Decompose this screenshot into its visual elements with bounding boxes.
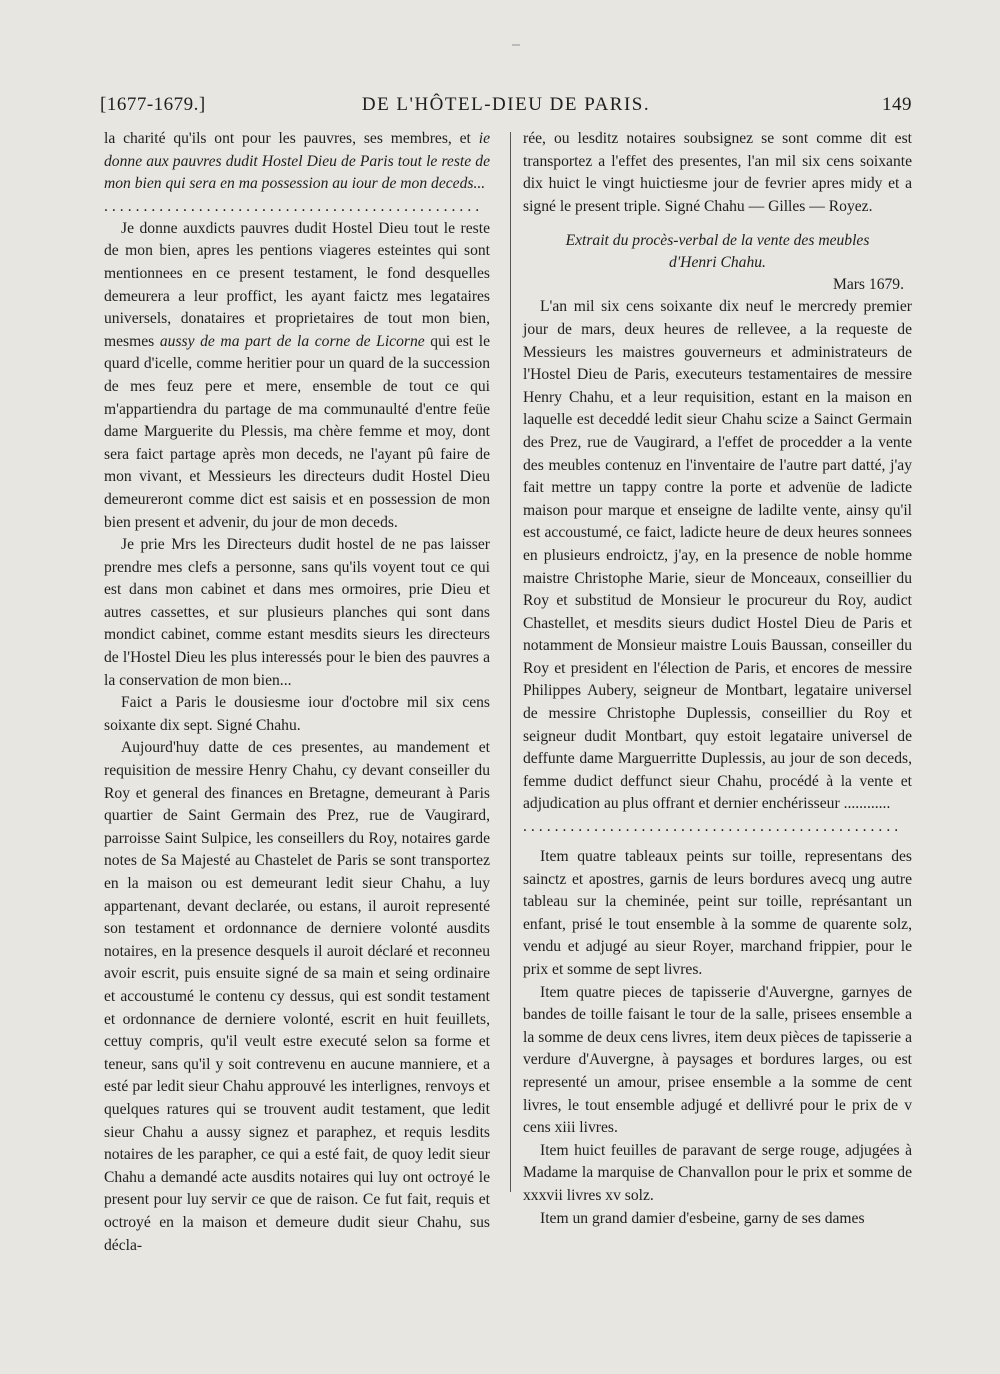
- ellipsis-line: ................................................: [104, 197, 484, 215]
- text-run: la charité qu'ils ont pour les pauvres, ses membres, et: [104, 130, 471, 147]
- text-run: qui est le quard d'icelle, comme heritier pour un quard de la succession de mes feuz pere et mere, ensemble de tout ce qui m'appartiendra du partage de ma communaulté d'entre feüe dame Marguerite du Plessis, ma chère femme et moy, dont sera faict partage après mon deceds, ne l'ayant pû faire de mon vivant, et Messieurs les directeurs dudit Hostel Dieu demeureront comme dict est saisis et en possession de mon bien present et advenir, du jour de mon deceds.: [104, 332, 490, 531]
- ellipsis-line: ................................................: [523, 818, 903, 836]
- page-blemish: [512, 44, 520, 46]
- text-run: Je donne auxdicts pauvres dudit Hostel Dieu tout le reste de mon bien, apres les pentions viageres esteintes qui sont mentionnees en ce present testament, le fond desquelles demeurera a leur proffict, les ayant faictz mes legataires universels, donataires et proprietaires de tout mon bien, mesmes: [104, 219, 490, 350]
- section-title-line: Extrait du procès-verbal de la vente des meubles: [565, 232, 870, 250]
- page-number: 149: [882, 94, 912, 115]
- running-header: [100, 94, 912, 122]
- paragraph: Faict a Paris le dousiesme iour d'octobre mil six cens soixante dix sept. Signé Chahu.: [104, 694, 490, 734]
- right-column: [523, 128, 912, 1230]
- section-title-line: d'Henri Chahu.: [669, 254, 766, 272]
- paragraph: L'an mil six cens soixante dix neuf le mercredy premier jour de mars, deux heures de rellevee, a la requeste de Messieurs les maistres gouverneurs et administrateurs de l'Hostel Dieu de Paris, executeurs testamentaires de messire Henry Chahu, et a leur requisition, estant en la maison en laquelle est deceddé ledit sieur Chahu scize a Sainct Germain des Prez, rue de Vaugirard, a l'effet de procedder a la vente des meubles contenuz en l'inventaire de l'autre part datté, j'ay fait mettre un tappy contre la porte et advenüe de ladicte maison pour marque et enseigne de ladilte vente, ainsy qu'il est accoustumé, ce faict, ladicte heure de deux heures sonnees en plusieurs endroictz, j'ay, en la presence de noble homme maistre Christophe Marie, sieur de Monceaux, conseillier du Roy et substitud de Monsieur le procureur du Roy, audict Chastellet, et mesdits sieurs dudict Hostel Dieu de Paris et notamment de Monsieur maistre Louis Baussan, conseiller du Roy et president en l'élection de Paris, et encores de messire Philippes Aubery, seigneur de Montbart, legataire universel de messire Christophe Duplessis, conseillier du Roy et seigneur dudit Montbart, quy estoit legataire universel de deffunte dame Marguerritte Duplessis, au jour de son deceds, femme dudict deffunct sieur Chahu, procédé à la vente et adjudication au plus offrant et dernier enchérisseur ............: [523, 298, 912, 813]
- column-divider: [510, 132, 511, 1192]
- section-title: [523, 230, 912, 274]
- section-date: Mars 1679.: [832, 276, 904, 294]
- left-column: [104, 128, 490, 1257]
- paragraph: [104, 218, 490, 534]
- paragraph: Aujourd'huy datte de ces presentes, au mandement et requisition de messire Henry Chahu, cy devant conseiller du Roy et general des finances en Bretagne, demeurant à Paris quartier de Saint Germain des Prez, rue de Vaugirard, parroisse Saint Sulpice, les conseillers du Roy, notaires garde notes de Sa Majesté au Chastelet de Paris se sont transportez en la maison ou est demeurant ledit sieur Chahu, a luy appartenant, devant declarée, ou estans, il auroit representé son testament et ordonnance de derniere volonté ausdits notaires, en la presence desquels il auroit déclaré et reconneu avoir escrit, puis ensuite signé de sa main et seing ordinaire et accoustumé le contenu cy dessus, qui est sondit testament et ordonnance de derniere volonté, escrit en huit feuillets, cettuy compris, qu'il veult estre executé selon sa forme et teneur, sans qu'il y soit contrevenu en aucune manniere, et a esté par ledit sieur Chahu approuvé les interlignes, renvoys et quelques ratures qui se trouvent audit testament, que ledit sieur Chahu a aussy signez et paraphez, et requis lesdits notaires de les parapher, ce qui a esté fait, de quoy ledit sieur Chahu a demandé acte ausdits notaires qui luy ont octroyé le present pour luy servir ce que de raison. Ce fut fait, requis et octroyé en la maison et demeure dudit sieur Chahu, sus décla-: [104, 739, 490, 1254]
- paragraph: Item quatre pieces de tapisserie d'Auvergne, garnyes de bandes de toille faisant le tour de la salle, prisees ensemble a la somme de deux cens livres, item deux pièces de tapisserie a verdure d'Auvergne, à paysages et bordures larges, ou est representé un amour, prisee ensemble a la somme de cent livres, le tout ensemble adjugé et dellivré pour le prix de v cens xiii livres.: [523, 983, 912, 1137]
- paragraph: Item quatre tableaux peints sur toille, representans des sainctz et apostres, garnis de leurs bordures avecq ung autre tableau sur la cheminée, peint sur toille, représantant un enfant, prisé le tout ensemble à la somme de quarente solz, vendu et adjugé au sieur Royer, marchand frippier, pour le prix et somme de sept livres.: [523, 848, 912, 978]
- header-title: DE L'HÔTEL-DIEU DE PARIS.: [361, 94, 651, 115]
- paragraph: [104, 128, 490, 196]
- italic-run: aussy de ma part de la corne de Licorne: [159, 332, 425, 350]
- paragraph: rée, ou lesditz notaires soubsignez se sont comme dit est transportez a l'effet des presentes, l'an mil six cens soixante dix huict le vingt huictiesme jour de fevrier apres midy et a signé le present triple. Signé Chahu — Gilles — Royez.: [523, 130, 912, 215]
- italic-run: ie donne aux pauvres dudit Hostel Dieu de Paris tout le reste de mon bien qui sera en ma possession au iour de mon deceds...: [104, 130, 490, 193]
- paragraph: Item huict feuilles de paravant de serge rouge, adjugées à Madame la marquise de Chanvallon pour le prix et somme de xxxvii livres xv solz.: [523, 1141, 912, 1204]
- paragraph: Item un grand damier d'esbeine, garny de ses dames: [540, 1209, 865, 1227]
- header-years: [1677-1679.]: [100, 94, 206, 115]
- paragraph: Je prie Mrs les Directeurs dudit hostel de ne pas laisser prendre mes clefs a personne, sans qu'ils voyent tout ce qui est dans mon cabinet et dans mes ormoires, prie Dieu et autres cassettes, et sur plusieurs planches qui sont dans mondict cabinet, comme estant mesdits sieurs les directeurs de l'Hostel Dieu les plus interessés pour le bien des pauvres a la conservation de mon bien...: [104, 536, 490, 689]
